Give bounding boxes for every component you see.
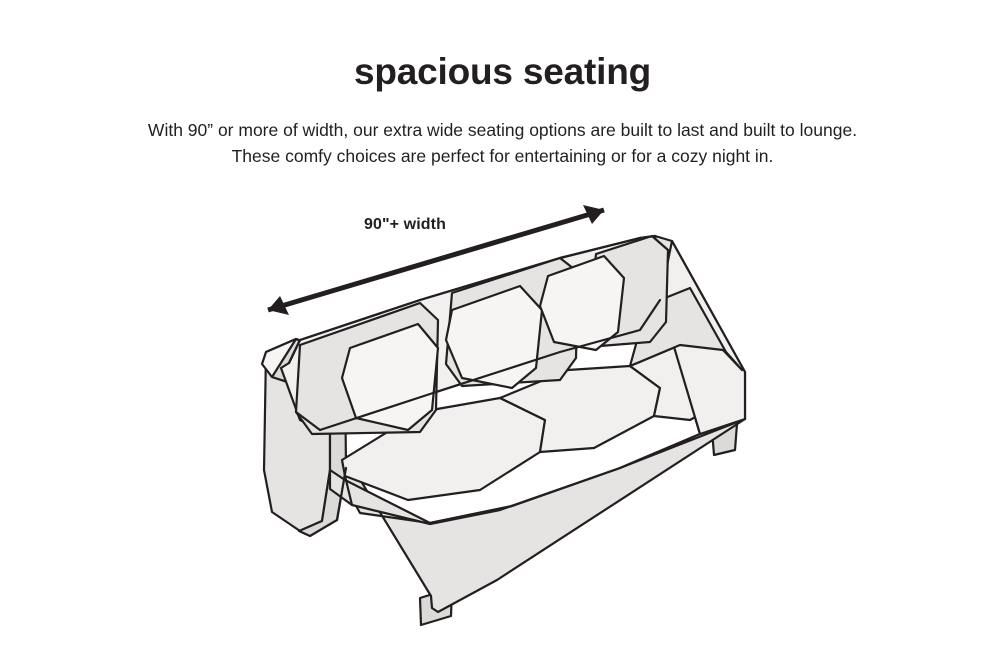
subtitle-line-1: With 90” or more of width, our extra wide seating options are built to last and built to lounge. (147, 120, 858, 140)
sofa-body (262, 236, 745, 625)
page-title: spacious seating (353, 51, 651, 92)
subtitle-line-2: These comfy choices are perfect for entertaining or for a cozy night in. (231, 146, 774, 167)
dimension-label: 90"+ width (364, 216, 446, 233)
